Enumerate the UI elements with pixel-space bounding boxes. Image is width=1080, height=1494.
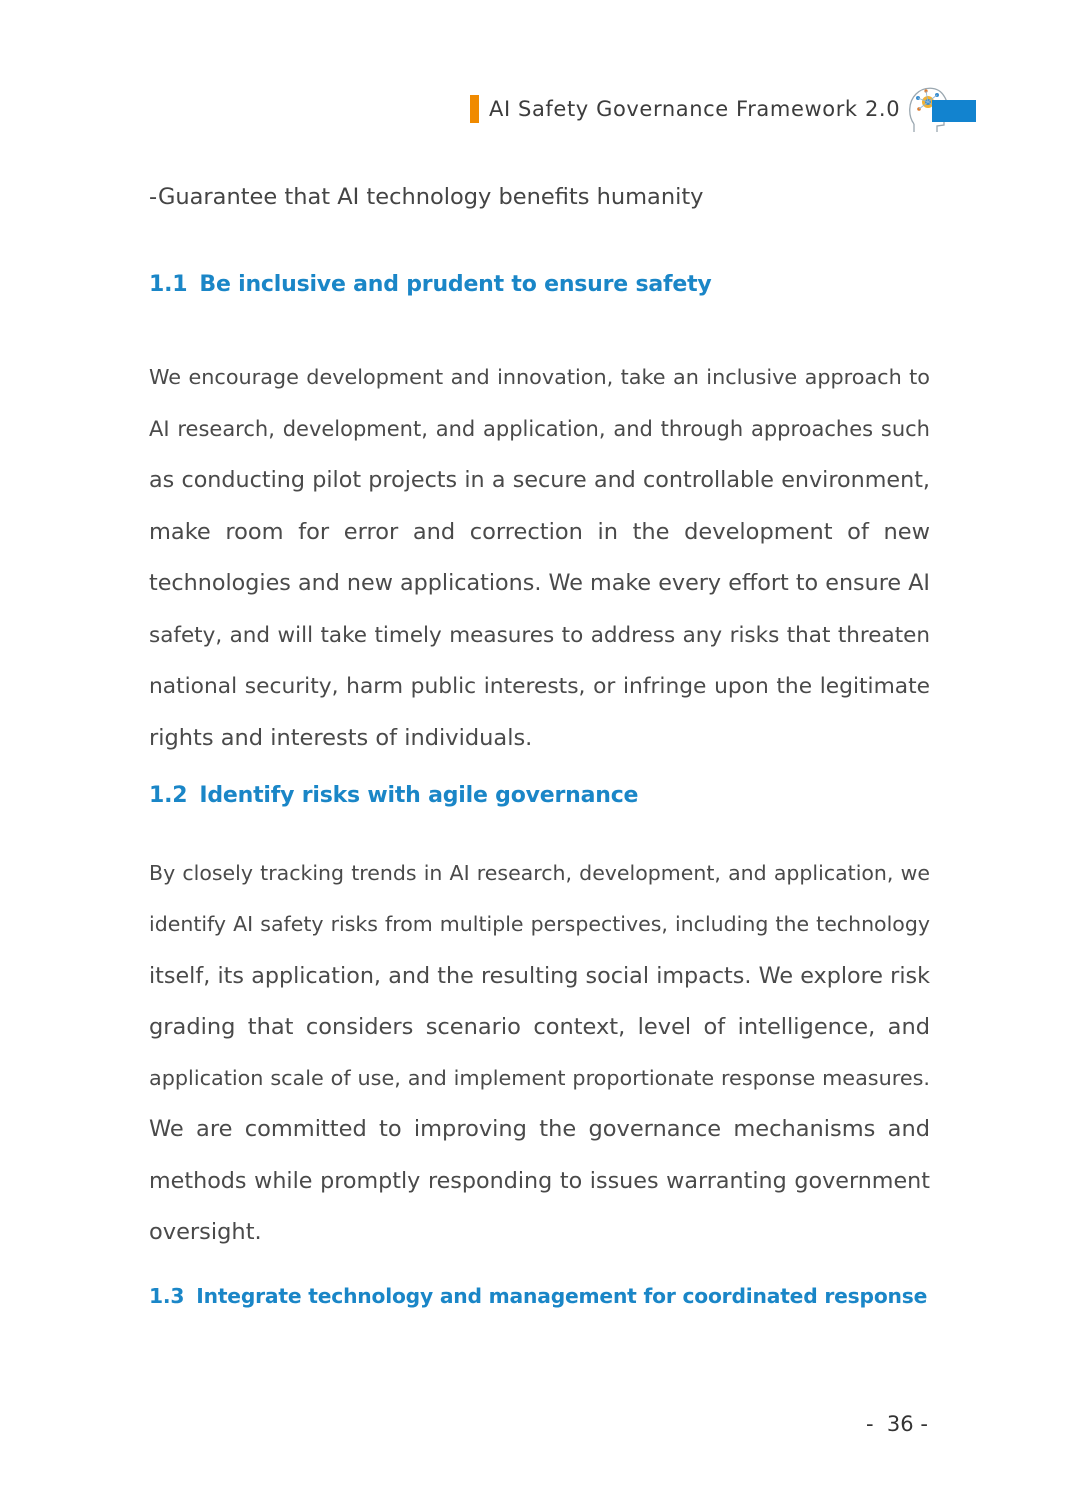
paragraph-line: application scale of use, and implement proportionate response measures. (149, 1066, 930, 1091)
section-heading-1-2 (149, 783, 638, 808)
header-accent-bar (470, 95, 479, 123)
header-title: AI Safety Governance Framework 2.0 (489, 97, 901, 121)
section-paragraph-1-1 (149, 352, 930, 764)
section-number: 1.1 (149, 272, 188, 297)
section-title: Be inclusive and prudent to ensure safety (199, 272, 712, 297)
paragraph-line: technologies and new applications. We make every effort to ensure AI (149, 570, 930, 596)
paragraph-line: itself, its application, and the resulting social impacts. We explore risk (149, 962, 930, 989)
paragraph-line: grading that considers scenario context, level of intelligence, and (149, 1013, 930, 1040)
running-header (470, 86, 952, 132)
paragraph-line: make room for error and correction in the development of new (149, 518, 930, 545)
section-title: Identify risks with agile governance (199, 783, 639, 808)
section-heading-1-1 (149, 272, 712, 297)
section-number: 1.3 (149, 1284, 185, 1308)
intro-bullet: -Guarantee that AI technology benefits humanity (149, 184, 704, 210)
section-title: Integrate technology and management for coordinated response (196, 1284, 928, 1308)
paragraph-line: rights and interests of individuals. (149, 724, 533, 751)
paragraph-line: We are committed to improving the governance mechanisms and (149, 1116, 930, 1143)
paragraph-line: safety, and will take timely measures to address any risks that threaten (149, 622, 930, 648)
paragraph-line: AI research, development, and application, and through approaches such (149, 416, 930, 441)
section-number: 1.2 (149, 783, 188, 808)
paragraph-line: methods while promptly responding to issues warranting government (149, 1167, 930, 1194)
paragraph-line: oversight. (149, 1219, 262, 1246)
header-blue-tab (932, 100, 976, 122)
paragraph-line: national security, harm public interests, or infringe upon the legitimate (149, 674, 930, 699)
section-heading-1-3 (149, 1284, 927, 1308)
paragraph-line: We encourage development and innovation, take an inclusive approach to (149, 365, 930, 389)
section-paragraph-1-2 (149, 848, 930, 1258)
page-number: - 36 - (866, 1412, 928, 1436)
paragraph-line: identify AI safety risks from multiple perspectives, including the technology (149, 912, 930, 937)
paragraph-line: as conducting pilot projects in a secure and controllable environment, (149, 467, 930, 493)
paragraph-line: By closely tracking trends in AI research, development, and application, we (149, 861, 930, 885)
